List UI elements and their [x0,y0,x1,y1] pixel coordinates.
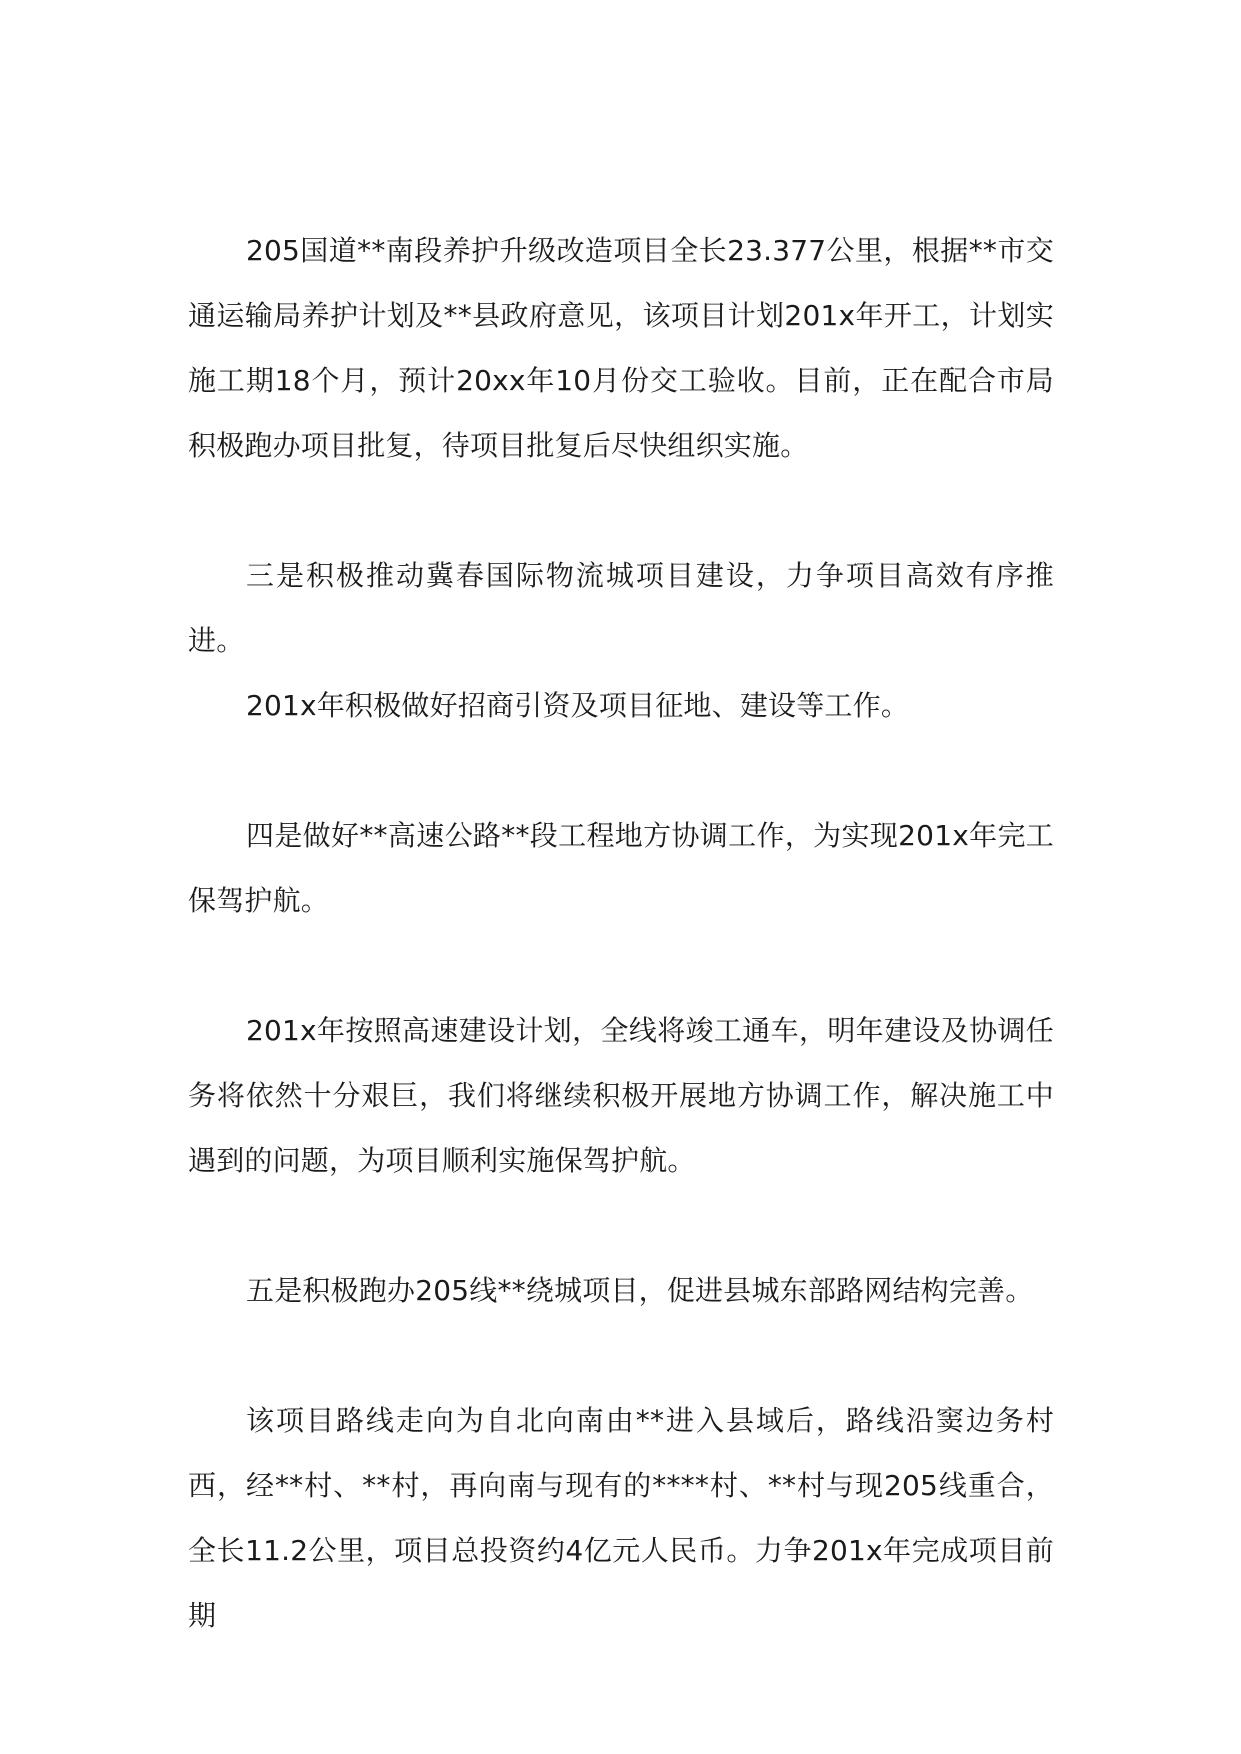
paragraph-highway-plan: 201x年按照高速建设计划，全线将竣工通车，明年建设及协调任务将依然十分艰巨，我们将继续积极开展地方协调工作，解决施工中遇到的问题，为项目顺利实施保驾护航。 [188,1014,1054,1177]
paragraph-road-205-upgrade: 205国道**南段养护升级改造项目全长23.377公里，根据**市交通运输局养护计划及**县政府意见，该项目计划201x年开工，计划实施工期18个月，预计20xx年10月份交工验收。目前，正在配合市局积极跑办项目批复，待项目批复后尽快组织实施。 [188,234,1054,462]
paragraph-item-five-heading: 五是积极跑办205线**绕城项目，促进县城东部路网结构完善。 [246,1274,1034,1307]
paragraph-item-three-heading: 三是积极推动冀春国际物流城项目建设，力争项目高效有序推进。 [188,559,1054,657]
paragraph-item-four-heading: 四是做好**高速公路**段工程地方协调工作，为实现201x年完工保驾护航。 [188,819,1054,917]
paragraph-investment-work: 201x年积极做好招商引资及项目征地、建设等工作。 [246,689,910,722]
paragraph-bypass-route: 该项目路线走向为自北向南由**进入县域后，路线沿窦边务村西，经**村、**村，再向南与现有的****村、**村与现205线重合，全长11.2公里，项目总投资约4亿元人民币。力争201x年完成项目前期 [188,1404,1054,1632]
